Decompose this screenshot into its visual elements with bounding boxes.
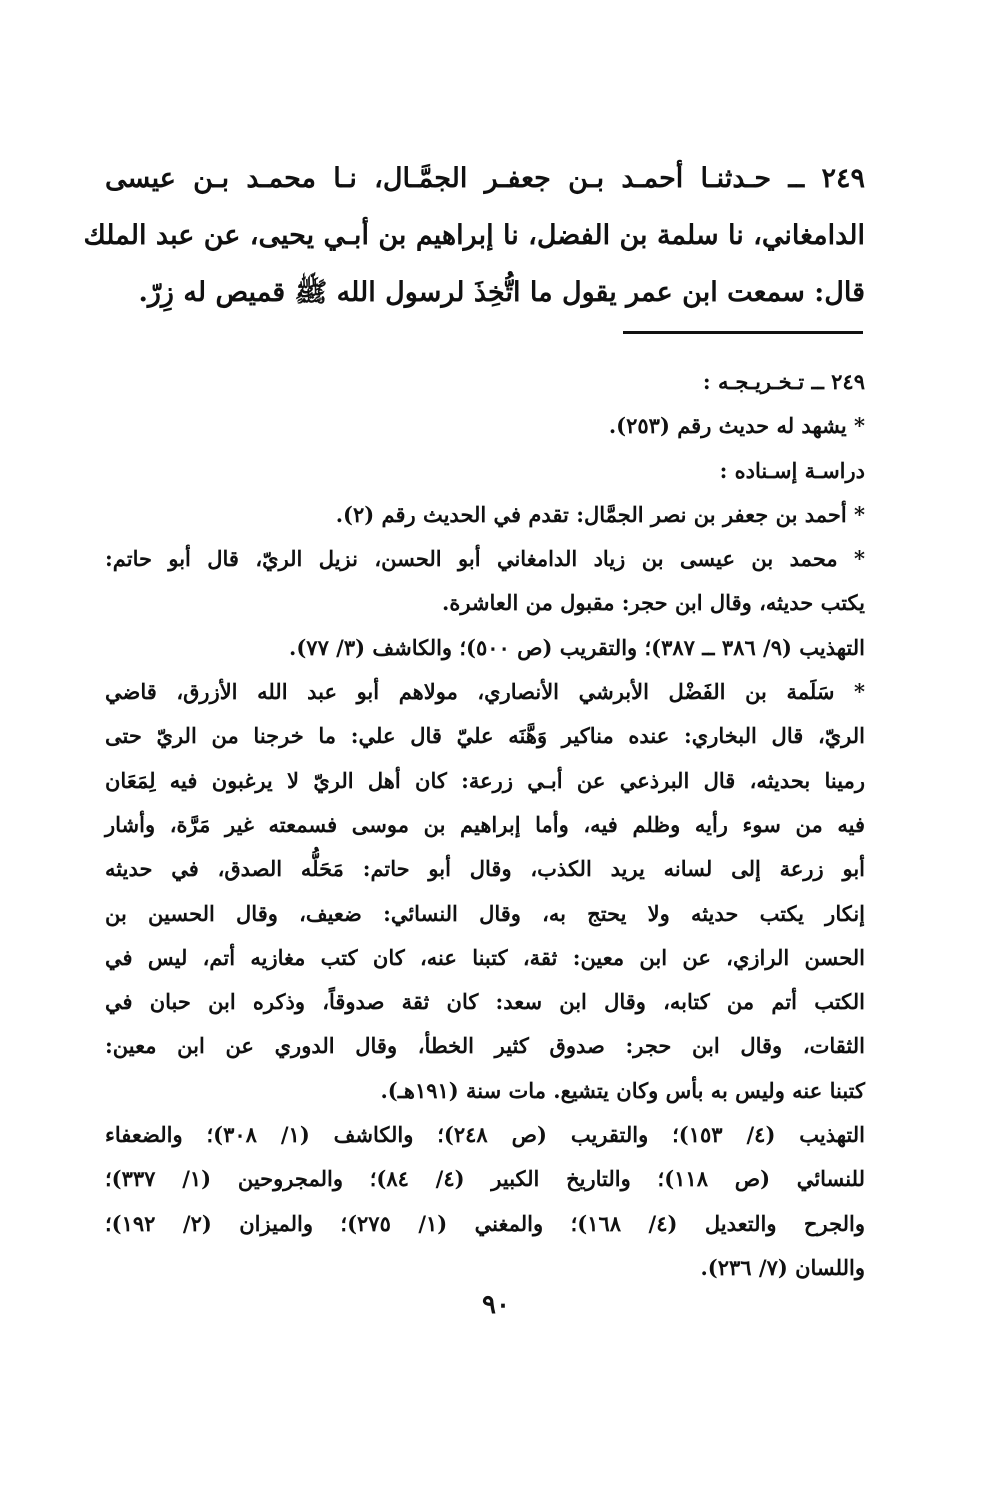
note-line: الكتب أتم من كتابه، وقال ابن سعد: كان ثقة صدوقاً، وذكره ابن حبان في bbox=[105, 989, 865, 1015]
hadith-line: ٢٤٩ ــ حـدثنـا أحمـد بـن جعفـر الجمَّـال، نـا محمـد بـن عيسى bbox=[105, 163, 865, 194]
note-line: الحسن الرازي، عن ابن معين: ثقة، كتبنا عنه، كان كتب مغازيه أتم، ليس في bbox=[105, 944, 865, 970]
isnad-heading: دراسـة إسـناده : bbox=[719, 457, 865, 483]
note-line: * أحمد بن جعفر بن نصر الجمَّال: تقدم في الحديث رقم (٢). bbox=[335, 501, 865, 527]
note-line: أبو زرعة إلى لسانه يريد الكذب، وقال أبو حاتم: مَحَلُّه الصدق، في حديثه bbox=[105, 856, 865, 882]
footnote-separator bbox=[623, 331, 863, 334]
takhrij-line: * يشهد له حديث رقم (٢٥٣). bbox=[608, 413, 865, 439]
note-line: الريّ، قال البخاري: عنده مناكير وَهَّنَه عليّ قال علي: ما خرجنا من الريّ حتى bbox=[105, 723, 865, 749]
note-line: التهذيب (٤/ ١٥٣)؛ والتقريب (ص ٢٤٨)؛ والكاشف (١/ ٣٠٨)؛ والضعفاء bbox=[105, 1122, 866, 1148]
hadith-text bbox=[83, 150, 865, 321]
page-number: ٩٠ bbox=[482, 1290, 510, 1320]
note-line: والجرح والتعديل (٤/ ١٦٨)؛ والمغني (١/ ٢٧٥)؛ والميزان (٢/ ١٩٢)؛ bbox=[105, 1210, 865, 1236]
note-line: يكتب حديثه، وقال ابن حجر: مقبول من العاشرة. bbox=[442, 590, 865, 616]
footnotes bbox=[105, 360, 865, 1290]
note-line: إنكار يكتب حديثه ولا يحتج به، وقال النسائي: ضعيف، وقال الحسين بن bbox=[105, 900, 865, 926]
note-line: التهذيب (٩/ ٣٨٦ ــ ٣٨٧)؛ والتقريب (ص ٥٠٠)؛ والكاشف (٣/ ٧٧). bbox=[289, 634, 865, 660]
note-line: واللسان (٧/ ٢٣٦). bbox=[700, 1254, 865, 1280]
takhrij-heading: ٢٤٩ ــ تـخـريـجـه : bbox=[702, 369, 865, 394]
note-line: الثقات، وقال ابن حجر: صدوق كثير الخطأ، وقال الدوري عن ابن معين: bbox=[105, 1033, 865, 1059]
note-line: * محمد بن عيسى بن زياد الدامغاني أبو الحسن، نزيل الريّ، قال أبو حاتم: bbox=[105, 546, 865, 572]
note-line: كتبنا عنه وليس به بأس وكان يتشيع. مات سنة (١٩١هـ). bbox=[380, 1077, 865, 1103]
hadith-line: قال: سمعت ابن عمر يقول ما اتُّخِذَ لرسول الله ﷺ قميص له زِرّ. bbox=[138, 277, 865, 308]
note-line: فيه من سوء رأيه وظلم فيه، وأما إبراهيم بن موسى فسمعته غير مَرَّة، وأشار bbox=[105, 811, 865, 837]
note-line: رمينا بحديثه، قال البرذعي عن أبـي زرعة: كان أهل الريّ لا يرغبون فيه لِمَعَان bbox=[105, 767, 865, 793]
note-line: للنسائي (ص ١١٨)؛ والتاريخ الكبير (٤/ ٨٤)؛ والمجروحين (١/ ٣٣٧)؛ bbox=[105, 1166, 865, 1192]
note-line: * سَلَمة بن الفَضْل الأبرشي الأنصاري، مولاهم أبو عبد الله الأزرق، قاضي bbox=[105, 679, 865, 705]
hadith-line: الدامغاني، نا سلمة بن الفضل، نا إبراهيم بن أبـي يحيى، عن عبد الملك bbox=[83, 220, 865, 251]
